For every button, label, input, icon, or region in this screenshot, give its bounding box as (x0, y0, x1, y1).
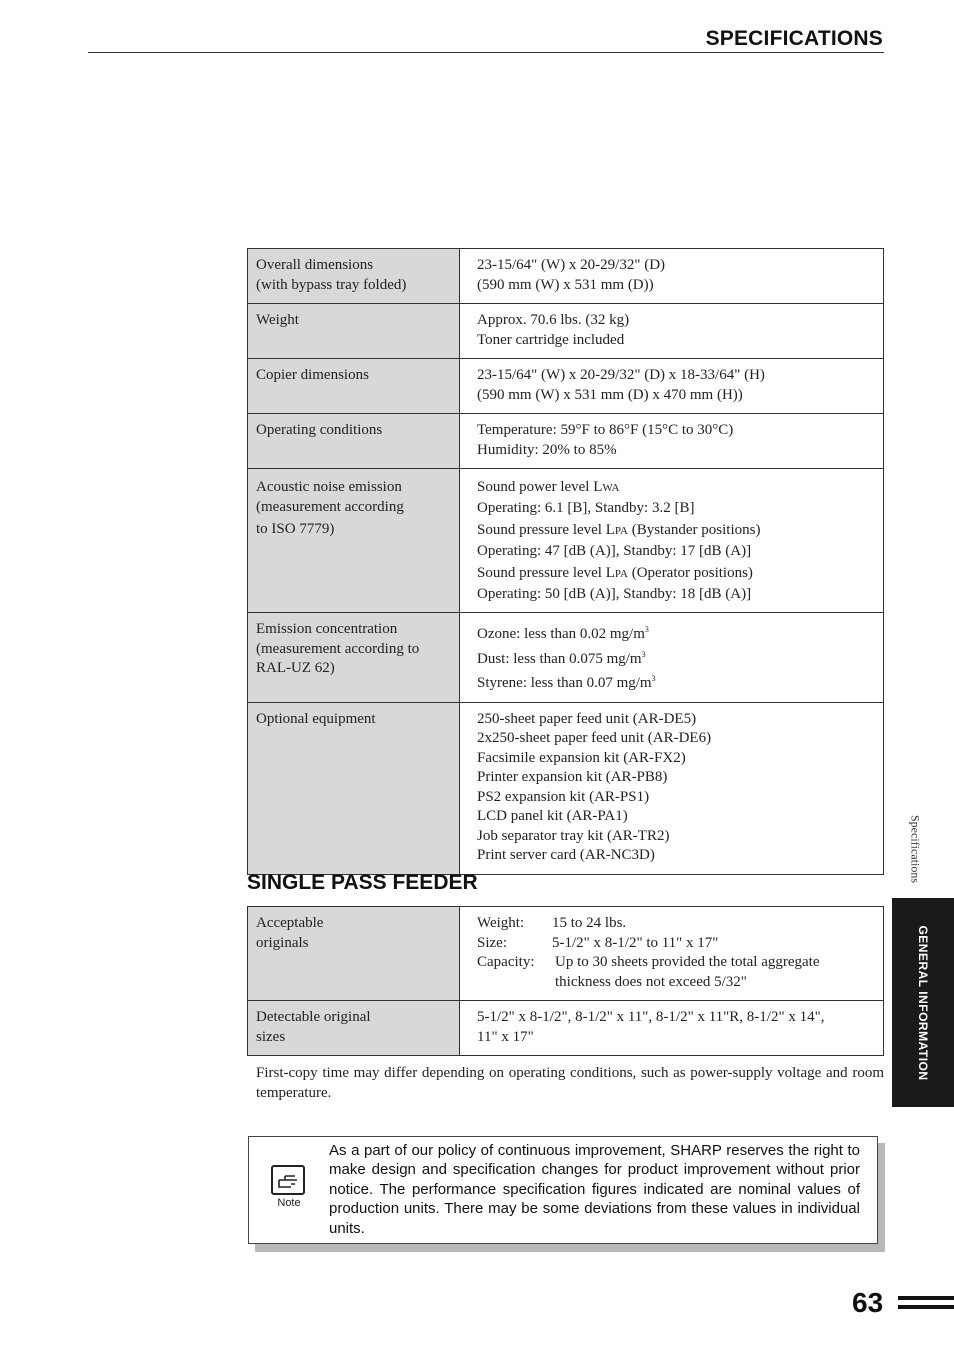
table-row (248, 414, 884, 469)
spec-label: Emission concentration (measurement according to RAL-UZ 62) (248, 613, 460, 703)
spec-label: Operating conditions (248, 414, 460, 469)
page-bar (898, 1305, 954, 1309)
spec-label: Weight (248, 304, 460, 359)
spec-value: 23-15/64" (W) x 20-29/32" (D) (590 mm (W) x 531 mm (D)) (460, 249, 884, 304)
spec-label: Optional equipment (248, 702, 460, 874)
spec-value: Weight: 15 to 24 lbs. Size: 5-1/2" x 8-1/2" to 11" x 17" Capacity: Up to 30 sheets provided the total aggregate thickness does not exceed 5/32" (460, 907, 884, 1001)
page-bar (898, 1296, 954, 1300)
spec-label: Detectable original sizes (248, 1001, 460, 1056)
spec-value: Ozone: less than 0.02 $mg/m^3$ Dust: less than 0.075 $mg/m^3$ Styrene: less than 0.07 $mg/m^3$ (460, 613, 884, 703)
spec-label: Acceptable originals (248, 907, 460, 1001)
section-heading: SINGLE PASS FEEDER (247, 871, 478, 894)
spec-value: 250-sheet paper feed unit (AR-DE5) 2x250-sheet paper feed unit (AR-DE6) Facsimile expansion kit (AR-FX2) Printer expansion kit (AR-PB8) PS2 expansion kit (AR-PS1) LCD panel kit (AR-PA1) Job separator tray kit (AR-TR2) Print server card (AR-NC3D) (460, 702, 884, 874)
page-title: SPECIFICATIONS (705, 27, 883, 50)
spec-label: Acoustic noise emission (measurement according to ISO 7779) (248, 469, 460, 613)
spec-value: Temperature: 59°F to 86°F (15°C to 30°C) Humidity: 20% to 85% (460, 414, 884, 469)
spec-value: Sound power level LWA Operating: 6.1 [B], Standby: 3.2 [B] Sound pressure level LPA (Bystander positions) Operating: 47 [dB (A)], Standby: 17 [dB (A)] Sound pressure level LPA (Operator positions) Operating: 50 [dB (A)], Standby: 18 [dB (A)] (460, 469, 884, 613)
table-row (248, 1001, 884, 1056)
feeder-table (247, 906, 884, 1056)
table-row (248, 613, 884, 703)
note-text: As a part of our policy of continuous improvement, SHARP reserves the right to make design and specification changes for product improvement without prior notice. The performance specification figures indicated are nominal values of production units. There may be some deviations from these values in individual units. (329, 1142, 860, 1237)
side-tab: GENERAL INFORMATION (892, 898, 954, 1107)
spec-value: 23-15/64" (W) x 20-29/32" (D) x 18-33/64" (H) (590 mm (W) x 531 mm (D) x 470 mm (H)) (460, 359, 884, 414)
note-icon: Note (269, 1165, 309, 1213)
table-row (248, 249, 884, 304)
spec-value: 5-1/2" x 8-1/2", 8-1/2" x 11", 8-1/2" x 11"R, 8-1/2" x 14", 11" x 17" (460, 1001, 884, 1056)
spec-value: Approx. 70.6 lbs. (32 kg) Toner cartridge included (460, 304, 884, 359)
table-row (248, 907, 884, 1001)
table-row (248, 304, 884, 359)
table-row (248, 359, 884, 414)
header-rule (88, 52, 884, 53)
spec-label: Overall dimensions (with bypass tray folded) (248, 249, 460, 304)
spec-label: Copier dimensions (248, 359, 460, 414)
table-row (248, 469, 884, 613)
side-section-label: Specifications (908, 815, 923, 883)
note-box (248, 1136, 878, 1244)
page-number: 63 (852, 1287, 884, 1318)
specifications-table (247, 248, 884, 875)
table-row (248, 702, 884, 874)
footnote: First-copy time may differ depending on operating conditions, such as power-supply voltage and room temperature. (256, 1065, 884, 1101)
